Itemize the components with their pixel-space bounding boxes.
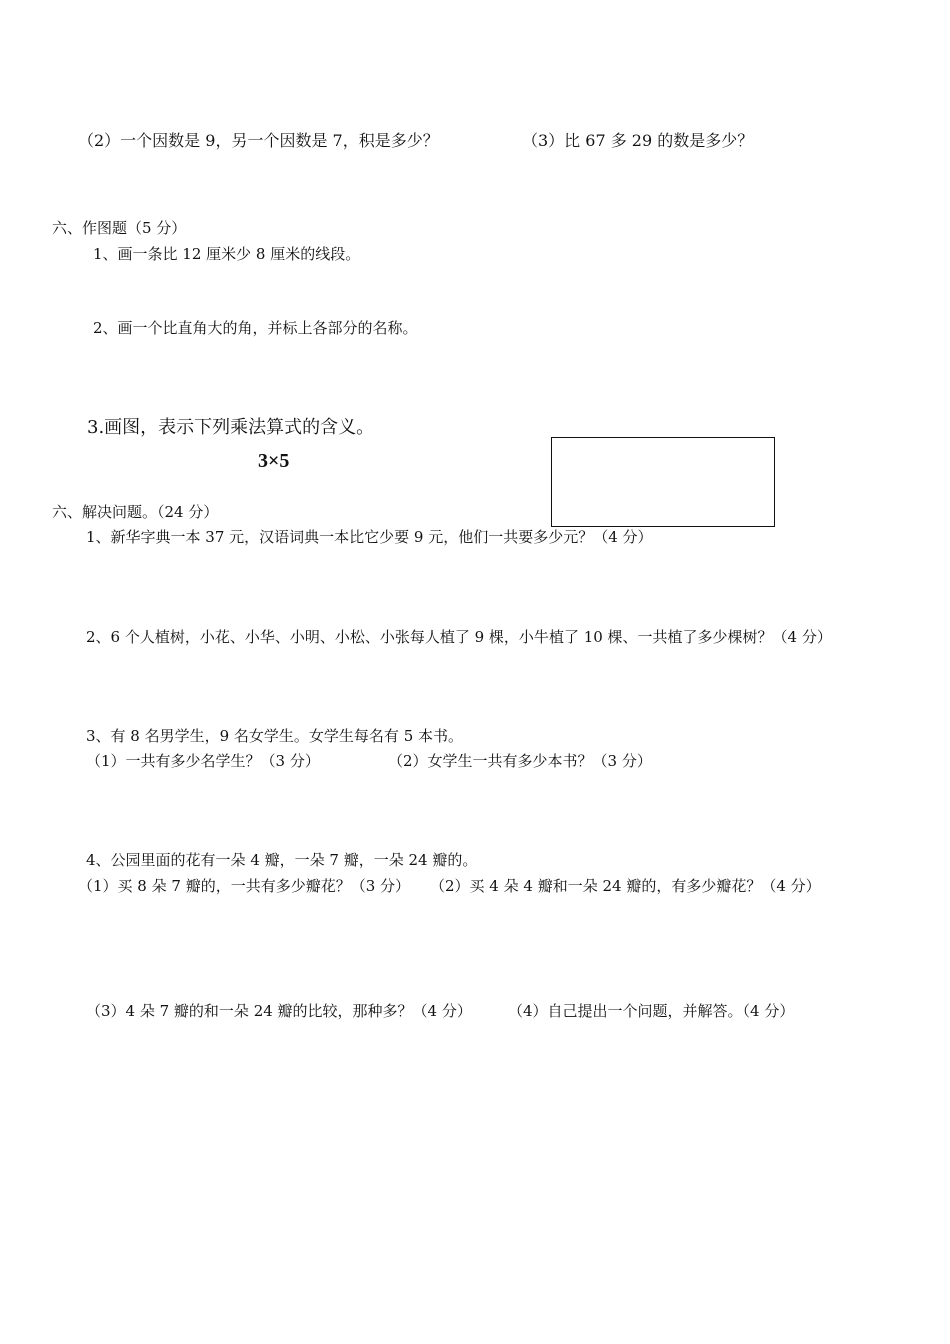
problems-section-heading: 六、解决问题。（24 分） [52, 503, 219, 521]
drawing-item-3: 3.画图，表示下列乘法算式的含义。 [87, 417, 375, 438]
problem-3: 3、有 8 名男学生，9 名女学生。女学生每名有 5 本书。 [86, 727, 464, 745]
drawing-answer-box[interactable] [551, 437, 775, 527]
multiplication-expression: 3×5 [258, 450, 290, 472]
problem-2: 2、6 个人植树，小花、小华、小明、小松、小张每人植了 9 棵，小牛植了 10 棵、一共植了多少棵树？（4 分） [86, 628, 832, 646]
question-5-3: （3）比 67 多 29 的数是多少？ [522, 131, 754, 150]
problem-4-sub-2: （2）买 4 朵 4 瓣和一朵 24 瓣的，有多少瓣花？（4 分） [430, 877, 821, 895]
problem-4: 4、公园里面的花有一朵 4 瓣，一朵 7 瓣，一朵 24 瓣的。 [86, 851, 478, 869]
drawing-section-heading: 六、作图题（5 分） [52, 219, 187, 237]
drawing-item-2: 2、画一个比直角大的角，并标上各部分的名称。 [93, 319, 418, 337]
problem-4-sub-3: （3）4 朵 7 瓣的和一朵 24 瓣的比较，那种多？（4 分） [86, 1002, 472, 1020]
problem-4-sub-4: （4）自己提出一个问题，并解答。（4 分） [508, 1002, 795, 1020]
question-5-2: （2）一个因数是 9，另一个因数是 7，积是多少？ [78, 131, 439, 150]
problem-3-sub-1: （1）一共有多少名学生？（3 分） [86, 752, 320, 770]
problem-3-sub-2: （2）女学生一共有多少本书？（3 分） [388, 752, 652, 770]
problem-1: 1、新华字典一本 37 元，汉语词典一本比它少要 9 元，他们一共要多少元？（4 分） [86, 528, 653, 546]
problem-4-sub-1: （1）买 8 朵 7 瓣的，一共有多少瓣花？（3 分） [78, 877, 411, 895]
drawing-item-1: 1、画一条比 12 厘米少 8 厘米的线段。 [93, 245, 361, 263]
